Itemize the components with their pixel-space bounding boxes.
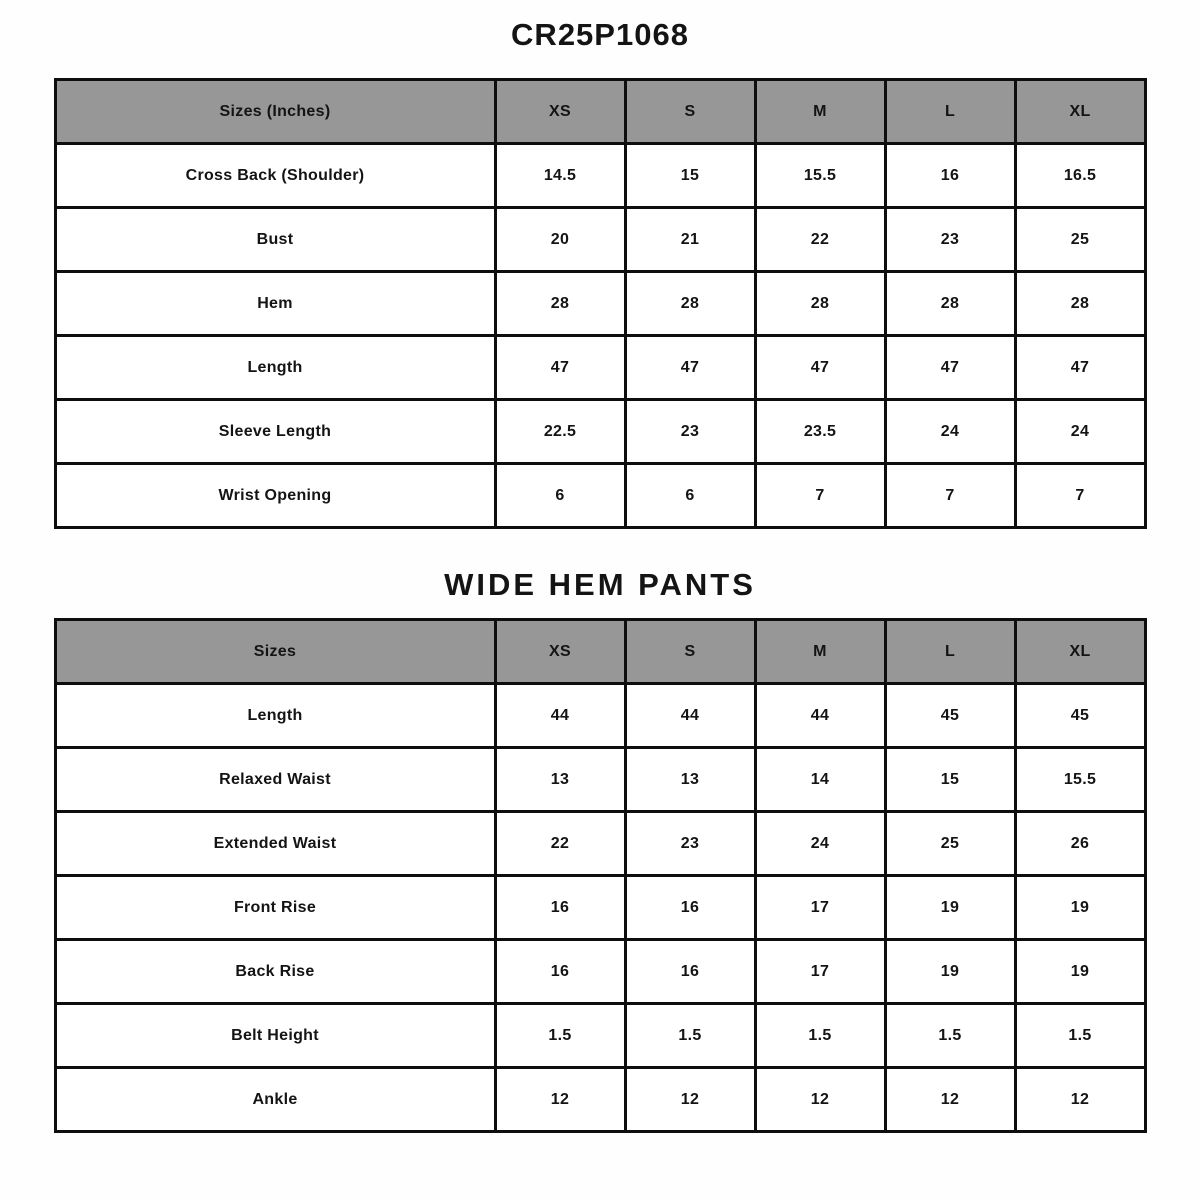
size-value-cell: 26	[1015, 812, 1145, 876]
size-value-cell: 15.5	[1015, 748, 1145, 812]
size-value-cell: 6	[625, 464, 755, 528]
size-value-cell: 12	[625, 1068, 755, 1132]
size-column-header: XS	[495, 80, 625, 144]
measurement-label: Length	[55, 336, 495, 400]
size-value-cell: 16	[495, 876, 625, 940]
size-value-cell: 19	[1015, 940, 1145, 1004]
product-code-title: CR25P1068	[511, 17, 689, 52]
size-value-cell: 16	[495, 940, 625, 1004]
header-row	[55, 80, 1145, 144]
size-value-cell: 23	[885, 208, 1015, 272]
size-value-cell: 47	[495, 336, 625, 400]
measurement-label: Bust	[55, 208, 495, 272]
size-value-cell: 44	[495, 684, 625, 748]
table-row	[55, 464, 1145, 528]
size-value-cell: 12	[1015, 1068, 1145, 1132]
size-value-cell: 23.5	[755, 400, 885, 464]
size-value-cell: 1.5	[625, 1004, 755, 1068]
size-value-cell: 6	[495, 464, 625, 528]
size-column-header: S	[625, 80, 755, 144]
table-row	[55, 336, 1145, 400]
size-value-cell: 16.5	[1015, 144, 1145, 208]
size-value-cell: 47	[755, 336, 885, 400]
size-value-cell: 22	[495, 812, 625, 876]
size-value-cell: 7	[755, 464, 885, 528]
garment-size-table	[54, 78, 1147, 529]
size-value-cell: 28	[625, 272, 755, 336]
size-value-cell: 28	[885, 272, 1015, 336]
size-value-cell: 15.5	[755, 144, 885, 208]
size-value-cell: 16	[885, 144, 1015, 208]
table-row	[55, 812, 1145, 876]
size-value-cell: 17	[755, 940, 885, 1004]
pants-size-table	[54, 618, 1147, 1133]
size-value-cell: 25	[1015, 208, 1145, 272]
table-row	[55, 940, 1145, 1004]
size-value-cell: 23	[625, 812, 755, 876]
size-column-header: S	[625, 620, 755, 684]
measurement-label: Wrist Opening	[55, 464, 495, 528]
size-value-cell: 24	[755, 812, 885, 876]
table-row	[55, 272, 1145, 336]
sizes-column-header: Sizes	[55, 620, 495, 684]
size-value-cell: 15	[885, 748, 1015, 812]
size-value-cell: 15	[625, 144, 755, 208]
size-value-cell: 20	[495, 208, 625, 272]
size-value-cell: 13	[495, 748, 625, 812]
size-column-header: L	[885, 80, 1015, 144]
size-value-cell: 7	[1015, 464, 1145, 528]
size-value-cell: 47	[1015, 336, 1145, 400]
size-value-cell: 24	[1015, 400, 1145, 464]
header-row	[55, 620, 1145, 684]
size-value-cell: 45	[885, 684, 1015, 748]
size-value-cell: 14	[755, 748, 885, 812]
size-column-header: XS	[495, 620, 625, 684]
wide-hem-pants-title: WIDE HEM PANTS	[444, 567, 756, 602]
size-value-cell: 19	[885, 940, 1015, 1004]
sizes-column-header: Sizes (Inches)	[55, 80, 495, 144]
measurement-label: Extended Waist	[55, 812, 495, 876]
size-value-cell: 16	[625, 940, 755, 1004]
size-value-cell: 13	[625, 748, 755, 812]
size-column-header: M	[755, 620, 885, 684]
table-row	[55, 748, 1145, 812]
table-row	[55, 144, 1145, 208]
table-row	[55, 208, 1145, 272]
table-row	[55, 1068, 1145, 1132]
size-value-cell: 7	[885, 464, 1015, 528]
size-value-cell: 16	[625, 876, 755, 940]
measurement-label: Sleeve Length	[55, 400, 495, 464]
table-row	[55, 400, 1145, 464]
table-row	[55, 876, 1145, 940]
size-value-cell: 47	[625, 336, 755, 400]
size-column-header: L	[885, 620, 1015, 684]
size-value-cell: 25	[885, 812, 1015, 876]
size-value-cell: 45	[1015, 684, 1145, 748]
size-value-cell: 24	[885, 400, 1015, 464]
size-value-cell: 1.5	[1015, 1004, 1145, 1068]
table-row	[55, 684, 1145, 748]
size-value-cell: 28	[1015, 272, 1145, 336]
size-value-cell: 28	[755, 272, 885, 336]
measurement-label: Belt Height	[55, 1004, 495, 1068]
table-row	[55, 1004, 1145, 1068]
size-value-cell: 19	[1015, 876, 1145, 940]
size-value-cell: 12	[755, 1068, 885, 1132]
size-value-cell: 1.5	[495, 1004, 625, 1068]
measurement-label: Ankle	[55, 1068, 495, 1132]
size-value-cell: 12	[495, 1068, 625, 1132]
size-column-header: XL	[1015, 620, 1145, 684]
size-value-cell: 22	[755, 208, 885, 272]
measurement-label: Front Rise	[55, 876, 495, 940]
size-value-cell: 44	[755, 684, 885, 748]
size-column-header: M	[755, 80, 885, 144]
size-value-cell: 1.5	[755, 1004, 885, 1068]
measurement-label: Length	[55, 684, 495, 748]
size-value-cell: 22.5	[495, 400, 625, 464]
size-value-cell: 21	[625, 208, 755, 272]
size-column-header: XL	[1015, 80, 1145, 144]
measurement-label: Relaxed Waist	[55, 748, 495, 812]
measurement-label: Back Rise	[55, 940, 495, 1004]
size-value-cell: 17	[755, 876, 885, 940]
size-value-cell: 1.5	[885, 1004, 1015, 1068]
measurement-label: Hem	[55, 272, 495, 336]
size-value-cell: 47	[885, 336, 1015, 400]
size-value-cell: 44	[625, 684, 755, 748]
size-value-cell: 19	[885, 876, 1015, 940]
measurement-label: Cross Back (Shoulder)	[55, 144, 495, 208]
size-value-cell: 12	[885, 1068, 1015, 1132]
size-value-cell: 28	[495, 272, 625, 336]
size-value-cell: 14.5	[495, 144, 625, 208]
size-value-cell: 23	[625, 400, 755, 464]
